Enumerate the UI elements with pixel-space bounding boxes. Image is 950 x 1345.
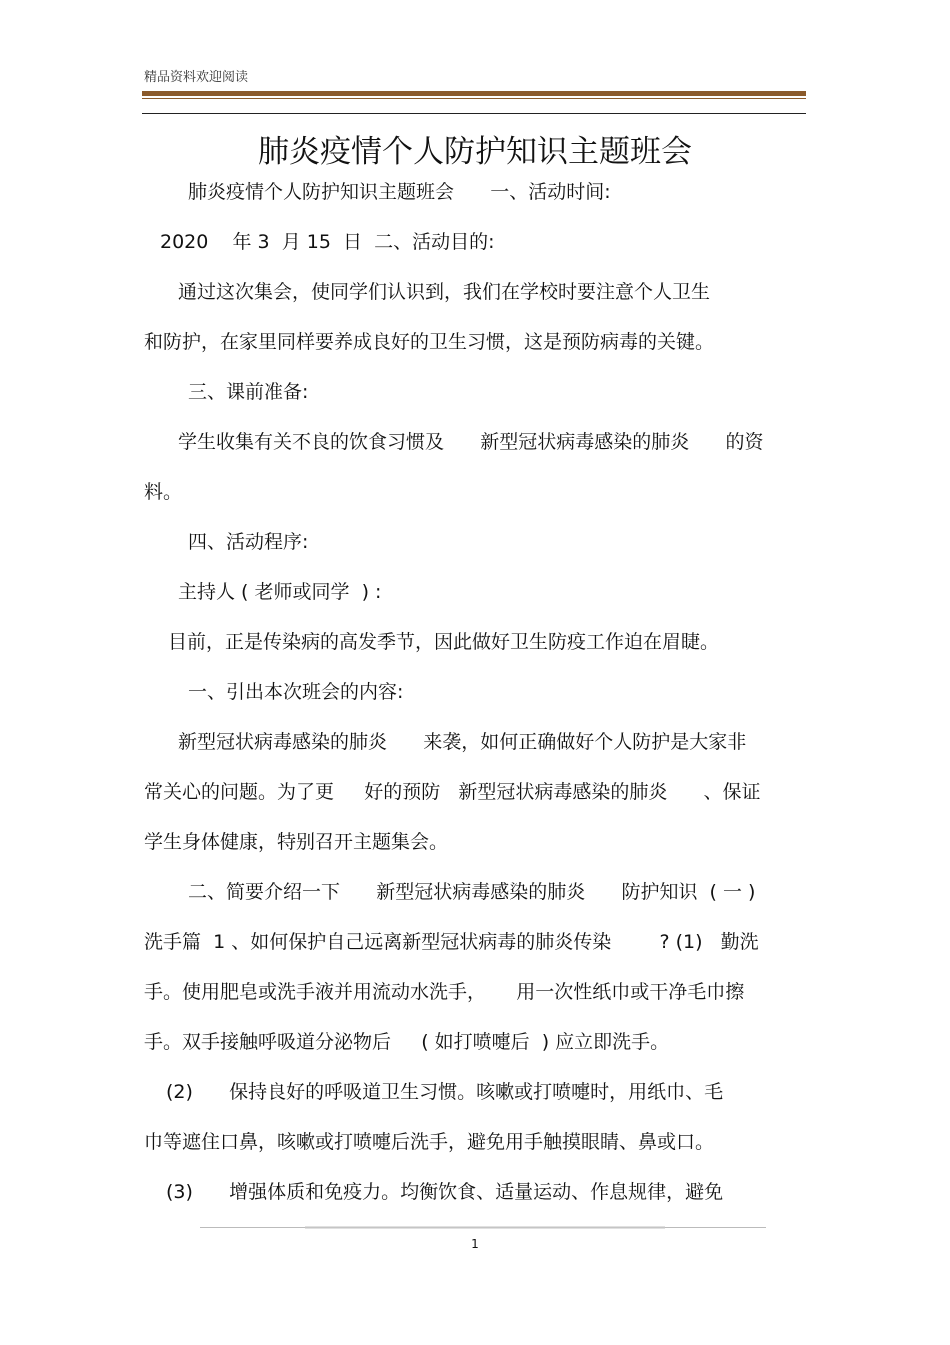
header-rule-bottom [142, 113, 806, 114]
body-line: 新型冠状病毒感染的肺炎 来袭，如何正确做好个人防护是大家非 [178, 731, 747, 753]
body-line: 学生身体健康，特别召开主题集会。 [144, 831, 449, 853]
footer-rule-shade [305, 1226, 665, 1229]
body-line: 和防护，在家里同样要养成良好的卫生习惯，这是预防病毒的关键。 [144, 331, 715, 353]
header-rule-thick [142, 91, 806, 96]
body-line: (2) 保持良好的呼吸道卫生习惯。咳嗽或打喷嚏时，用纸巾、毛 [166, 1081, 724, 1103]
section-heading: 二、简要介绍一下 新型冠状病毒感染的肺炎 防护知识 ( 一 ) [188, 881, 756, 903]
body-line: 2020 年 3 月 15 日 二、活动目的: [160, 231, 495, 253]
header-rule-thin [142, 98, 806, 99]
section-heading: 四、活动程序: [188, 531, 309, 553]
body-line: 通过这次集会，使同学们认识到，我们在学校时要注意个人卫生 [178, 281, 711, 303]
body-line: 学生收集有关不良的饮食习惯及 新型冠状病毒感染的肺炎 的资 [178, 431, 764, 453]
body-line: 洗手篇 1 、如何保护自己远离新型冠状病毒的肺炎传染 ? (1) 勤洗 [144, 931, 759, 953]
body-line: 常关心的问题。为了更 好的预防 新型冠状病毒感染的肺炎 、保证 [144, 781, 761, 803]
body-line: 主持人 ( 老师或同学 ) : [178, 581, 382, 603]
section-heading: 三、课前准备: [188, 381, 309, 403]
body-line: 目前，正是传染病的高发季节，因此做好卫生防疫工作迫在眉睫。 [168, 631, 720, 653]
body-line: 手。使用肥皂或洗手液并用流动水洗手， 用一次性纸巾或干净毛巾擦 [144, 981, 745, 1003]
body-line: 肺炎疫情个人防护知识主题班会 一、活动时间: [188, 181, 611, 203]
document-title: 肺炎疫情个人防护知识主题班会 [258, 134, 692, 170]
page-number: 1 [471, 1237, 479, 1251]
body-line: (3) 增强体质和免疫力。均衡饮食、适量运动、作息规律，避免 [166, 1181, 724, 1203]
body-line: 手。双手接触呼吸道分泌物后 ( 如打喷嚏后 ) 应立即洗手。 [144, 1031, 670, 1053]
body-line: 巾等遮住口鼻，咳嗽或打喷嚏后洗手，避免用手触摸眼睛、鼻或口。 [144, 1131, 715, 1153]
body-line: 料。 [144, 481, 183, 503]
page-header: 精品资料欢迎阅读 [144, 70, 249, 85]
section-heading: 一、引出本次班会的内容: [188, 681, 404, 703]
